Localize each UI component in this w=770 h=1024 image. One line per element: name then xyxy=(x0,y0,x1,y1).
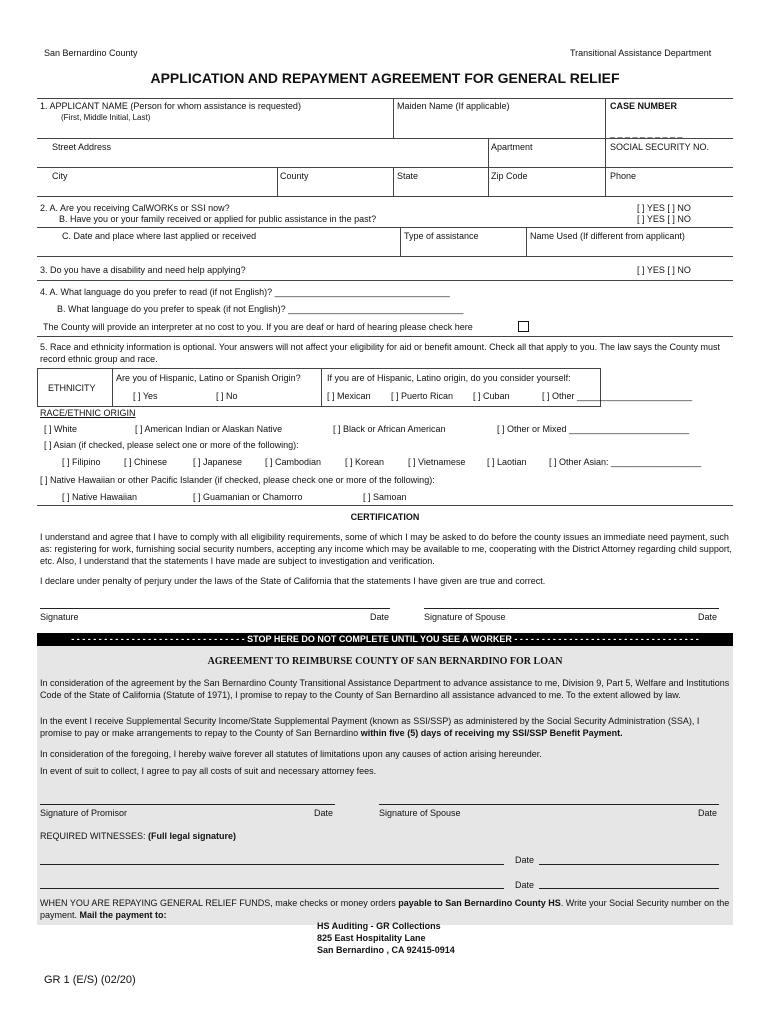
hispanic-question: Are you of Hispanic, Latino or Spanish Origin? xyxy=(116,373,301,383)
japanese-checkbox[interactable]: [ ] Japanese xyxy=(193,457,243,467)
street-address-label: Street Address xyxy=(52,142,112,152)
payment-text-start: WHEN YOU ARE REPAYING GENERAL RELIEF FUNDS, make checks or money orders xyxy=(40,898,399,908)
witnesses-label xyxy=(40,831,236,841)
ethnicity-label: ETHNICITY xyxy=(48,383,96,393)
form-title: APPLICATION AND REPAYMENT AGREEMENT FOR GENERAL RELIEF xyxy=(150,70,620,86)
certification-text: I understand and agree that I have to comply with all eligibility requirements, some of which I may be asked to do before the county issues an immediate need payment, such as: registering for work, furnishing social security numbers, accepting any income which may be available to me, cooperating with the District Attorney regarding child support, etc. Also, I understand that the statements I have made are subject to investigation and verification. xyxy=(40,532,732,566)
spouse-signature-line[interactable] xyxy=(424,608,719,609)
q2b-text: B. Have you or your family received or applied for public assistance in the past? xyxy=(59,214,377,224)
cambodian-checkbox[interactable]: [ ] Cambodian xyxy=(265,457,322,467)
promisor-date-label: Date xyxy=(314,808,334,818)
race-heading: RACE/ETHNIC ORIGIN xyxy=(40,408,136,418)
korean-checkbox[interactable]: [ ] Korean xyxy=(345,457,385,467)
witnesses-text: REQUIRED WITNESSES: xyxy=(40,831,149,841)
stop-bar: - - - - - - - - - - - - - - - - - - - - - - - - - - - - - - - - STOP HERE DO NOT COMPLETE UNTIL YOU SEE A WORKER - - - - - - - - - - - - - - - - - - - - - - - - - - - - - - - - - - xyxy=(37,633,733,646)
agreement-spouse-line[interactable] xyxy=(379,804,719,805)
maiden-name-label: Maiden Name (If applicable) xyxy=(397,101,510,111)
address-line-3: San Bernardino , CA 92415-0914 xyxy=(317,945,455,955)
agreement-p2 xyxy=(40,715,732,739)
other-asian-checkbox[interactable]: [ ] Other Asian: __________________ xyxy=(549,457,702,467)
other-hispanic-checkbox[interactable]: [ ] Other _______________________ xyxy=(542,391,693,401)
filipino-checkbox[interactable]: [ ] Filipino xyxy=(62,457,101,467)
perjury-declaration: I declare under penalty of perjury under the laws of the State of California that the statements I have given are true and correct. xyxy=(40,576,546,586)
agreement-p2-bold: within five (5) days of receiving my SSI/SSP Benefit Payment. xyxy=(360,728,623,738)
mexican-checkbox[interactable]: [ ] Mexican xyxy=(327,391,371,401)
signature-line[interactable] xyxy=(40,608,390,609)
chinese-checkbox[interactable]: [ ] Chinese xyxy=(124,457,168,467)
white-checkbox[interactable]: [ ] White xyxy=(44,424,78,434)
certification-heading: CERTIFICATION xyxy=(350,512,420,522)
state-label: State xyxy=(397,171,419,181)
type-assistance-label: Type of assistance xyxy=(404,231,479,241)
witnesses-bold: (Full legal signature) xyxy=(148,831,237,841)
native-hawaiian-checkbox[interactable]: [ ] Native Hawaiian xyxy=(62,492,138,502)
agreement-spouse-label: Signature of Spouse xyxy=(379,808,461,818)
consider-question: If you are of Hispanic, Latino origin, do you consider yourself: xyxy=(327,373,571,383)
laotian-checkbox[interactable]: [ ] Laotian xyxy=(487,457,527,467)
q5-intro: 5. Race and ethnicity information is optional. Your answers will not affect your eligibility for aid or benefit amount. Check all that apply to you. The law says the County must record ethnic group and race. xyxy=(40,342,721,364)
address-line-2: 825 East Hospitality Lane xyxy=(317,933,426,943)
american-indian-checkbox[interactable]: [ ] American Indian or Alaskan Native xyxy=(135,424,283,434)
county-name: San Bernardino County xyxy=(44,48,138,58)
q4b-text: B. What language do you prefer to speak (if not English)? ___________________________________ xyxy=(57,304,464,314)
address-line-1: HS Auditing - GR Collections xyxy=(317,921,441,931)
other-mixed-checkbox[interactable]: [ ] Other or Mixed ________________________ xyxy=(497,424,690,434)
ssn-label: SOCIAL SECURITY NO. xyxy=(610,142,710,152)
interpreter-text: The County will provide an interpreter at no cost to you. If you are deaf or hard of hearing please check here xyxy=(43,322,473,332)
interpreter-checkbox[interactable] xyxy=(518,321,529,332)
pacific-islander-checkbox[interactable]: [ ] Native Hawaiian or other Pacific Islander (if checked, please check one or more of the following): xyxy=(40,475,435,485)
spouse-date-label: Date xyxy=(698,612,718,622)
agreement-p1: In consideration of the agreement by the San Bernardino County Transitional Assistance Department to advance assistance to me, Division 9, Part 5, Welfare and Institutions Code of the State of California (Statute of 1971), I promise to repay to the County of San Bernardino all assistance advanced to me. To the extent allowed by law. xyxy=(40,678,730,700)
signature-date-label: Date xyxy=(370,612,390,622)
department-name: Transitional Assistance Department xyxy=(570,48,712,58)
agreement-spouse-date-label: Date xyxy=(698,808,718,818)
zip-label: Zip Code xyxy=(491,171,528,181)
q3-yes-no[interactable]: [ ] YES [ ] NO xyxy=(637,265,691,275)
city-label: City xyxy=(52,171,68,181)
witness2-date-line[interactable] xyxy=(539,888,719,889)
applicant-name-label: 1. APPLICANT NAME (Person for whom assistance is requested) xyxy=(40,101,301,111)
agreement-p3: In consideration of the foregoing, I hereby waive forever all statutes of limitations upon any causes of action arising hereunder. xyxy=(40,749,542,759)
county-label: County xyxy=(280,171,309,181)
name-used-label: Name Used (If different from applicant) xyxy=(530,231,685,241)
hispanic-no-checkbox[interactable]: [ ] No xyxy=(216,391,238,401)
case-number-field[interactable]: _ _ _ _ _ _ _ _ _ _ xyxy=(610,128,683,138)
asian-checkbox[interactable]: [ ] Asian (if checked, please select one or more of the following): xyxy=(44,440,299,450)
payment-text-bold: payable to San Bernardino County HS xyxy=(398,898,561,908)
payment-text-mid: . Write your Social Security number on the payment. xyxy=(40,898,730,920)
witness2-date-label: Date xyxy=(515,880,535,890)
q2c-text: C. Date and place where last applied or received xyxy=(62,231,257,241)
witness1-date-label: Date xyxy=(515,855,535,865)
q2a-yes-no[interactable]: [ ] YES [ ] NO xyxy=(637,203,691,213)
witness2-signature-line[interactable] xyxy=(40,888,504,889)
agreement-heading: AGREEMENT TO REIMBURSE COUNTY OF SAN BERNARDINO FOR LOAN xyxy=(207,656,563,667)
form-id: GR 1 (E/S) (02/20) xyxy=(44,974,136,986)
payment-text-bold2: Mail the payment to: xyxy=(79,910,167,920)
payment-instructions xyxy=(40,897,732,921)
agreement-p2-text: In the event I receive Supplemental Security Income/State Supplemental Payment (known as SSI/SSP) as administered by the Social Security Administration (SSA), I promise to pay or make arrangements to repay to the County of San Bernardino xyxy=(40,716,700,738)
hispanic-yes-checkbox[interactable]: [ ] Yes xyxy=(133,391,158,401)
q2b-yes-no[interactable]: [ ] YES [ ] NO xyxy=(637,214,691,224)
cuban-checkbox[interactable]: [ ] Cuban xyxy=(473,391,510,401)
vietnamese-checkbox[interactable]: [ ] Vietnamese xyxy=(408,457,466,467)
witness1-date-line[interactable] xyxy=(539,864,719,865)
apartment-label: Apartment xyxy=(491,142,533,152)
q2a-text: 2. A. Are you receiving CalWORKs or SSI now? xyxy=(40,203,230,213)
agreement-p4: In event of suit to collect, I agree to pay all costs of suit and necessary attorney fees. xyxy=(40,766,377,776)
witness1-signature-line[interactable] xyxy=(40,864,504,865)
guamanian-checkbox[interactable]: [ ] Guamanian or Chamorro xyxy=(193,492,303,502)
spouse-signature-label: Signature of Spouse xyxy=(424,612,506,622)
phone-label: Phone xyxy=(610,171,637,181)
q3-text: 3. Do you have a disability and need help applying? xyxy=(40,265,246,275)
case-number-label: CASE NUMBER xyxy=(610,101,678,111)
puerto-rican-checkbox[interactable]: [ ] Puerto Rican xyxy=(391,391,454,401)
promisor-signature-line[interactable] xyxy=(40,804,335,805)
black-checkbox[interactable]: [ ] Black or African American xyxy=(333,424,446,434)
signature-label: Signature xyxy=(40,612,79,622)
samoan-checkbox[interactable]: [ ] Samoan xyxy=(363,492,407,502)
applicant-name-hint: (First, Middle Initial, Last) xyxy=(61,113,151,122)
q4a-text: 4. A. What language do you prefer to read (if not English)? ___________________________________ xyxy=(40,287,450,297)
promisor-label: Signature of Promisor xyxy=(40,808,128,818)
